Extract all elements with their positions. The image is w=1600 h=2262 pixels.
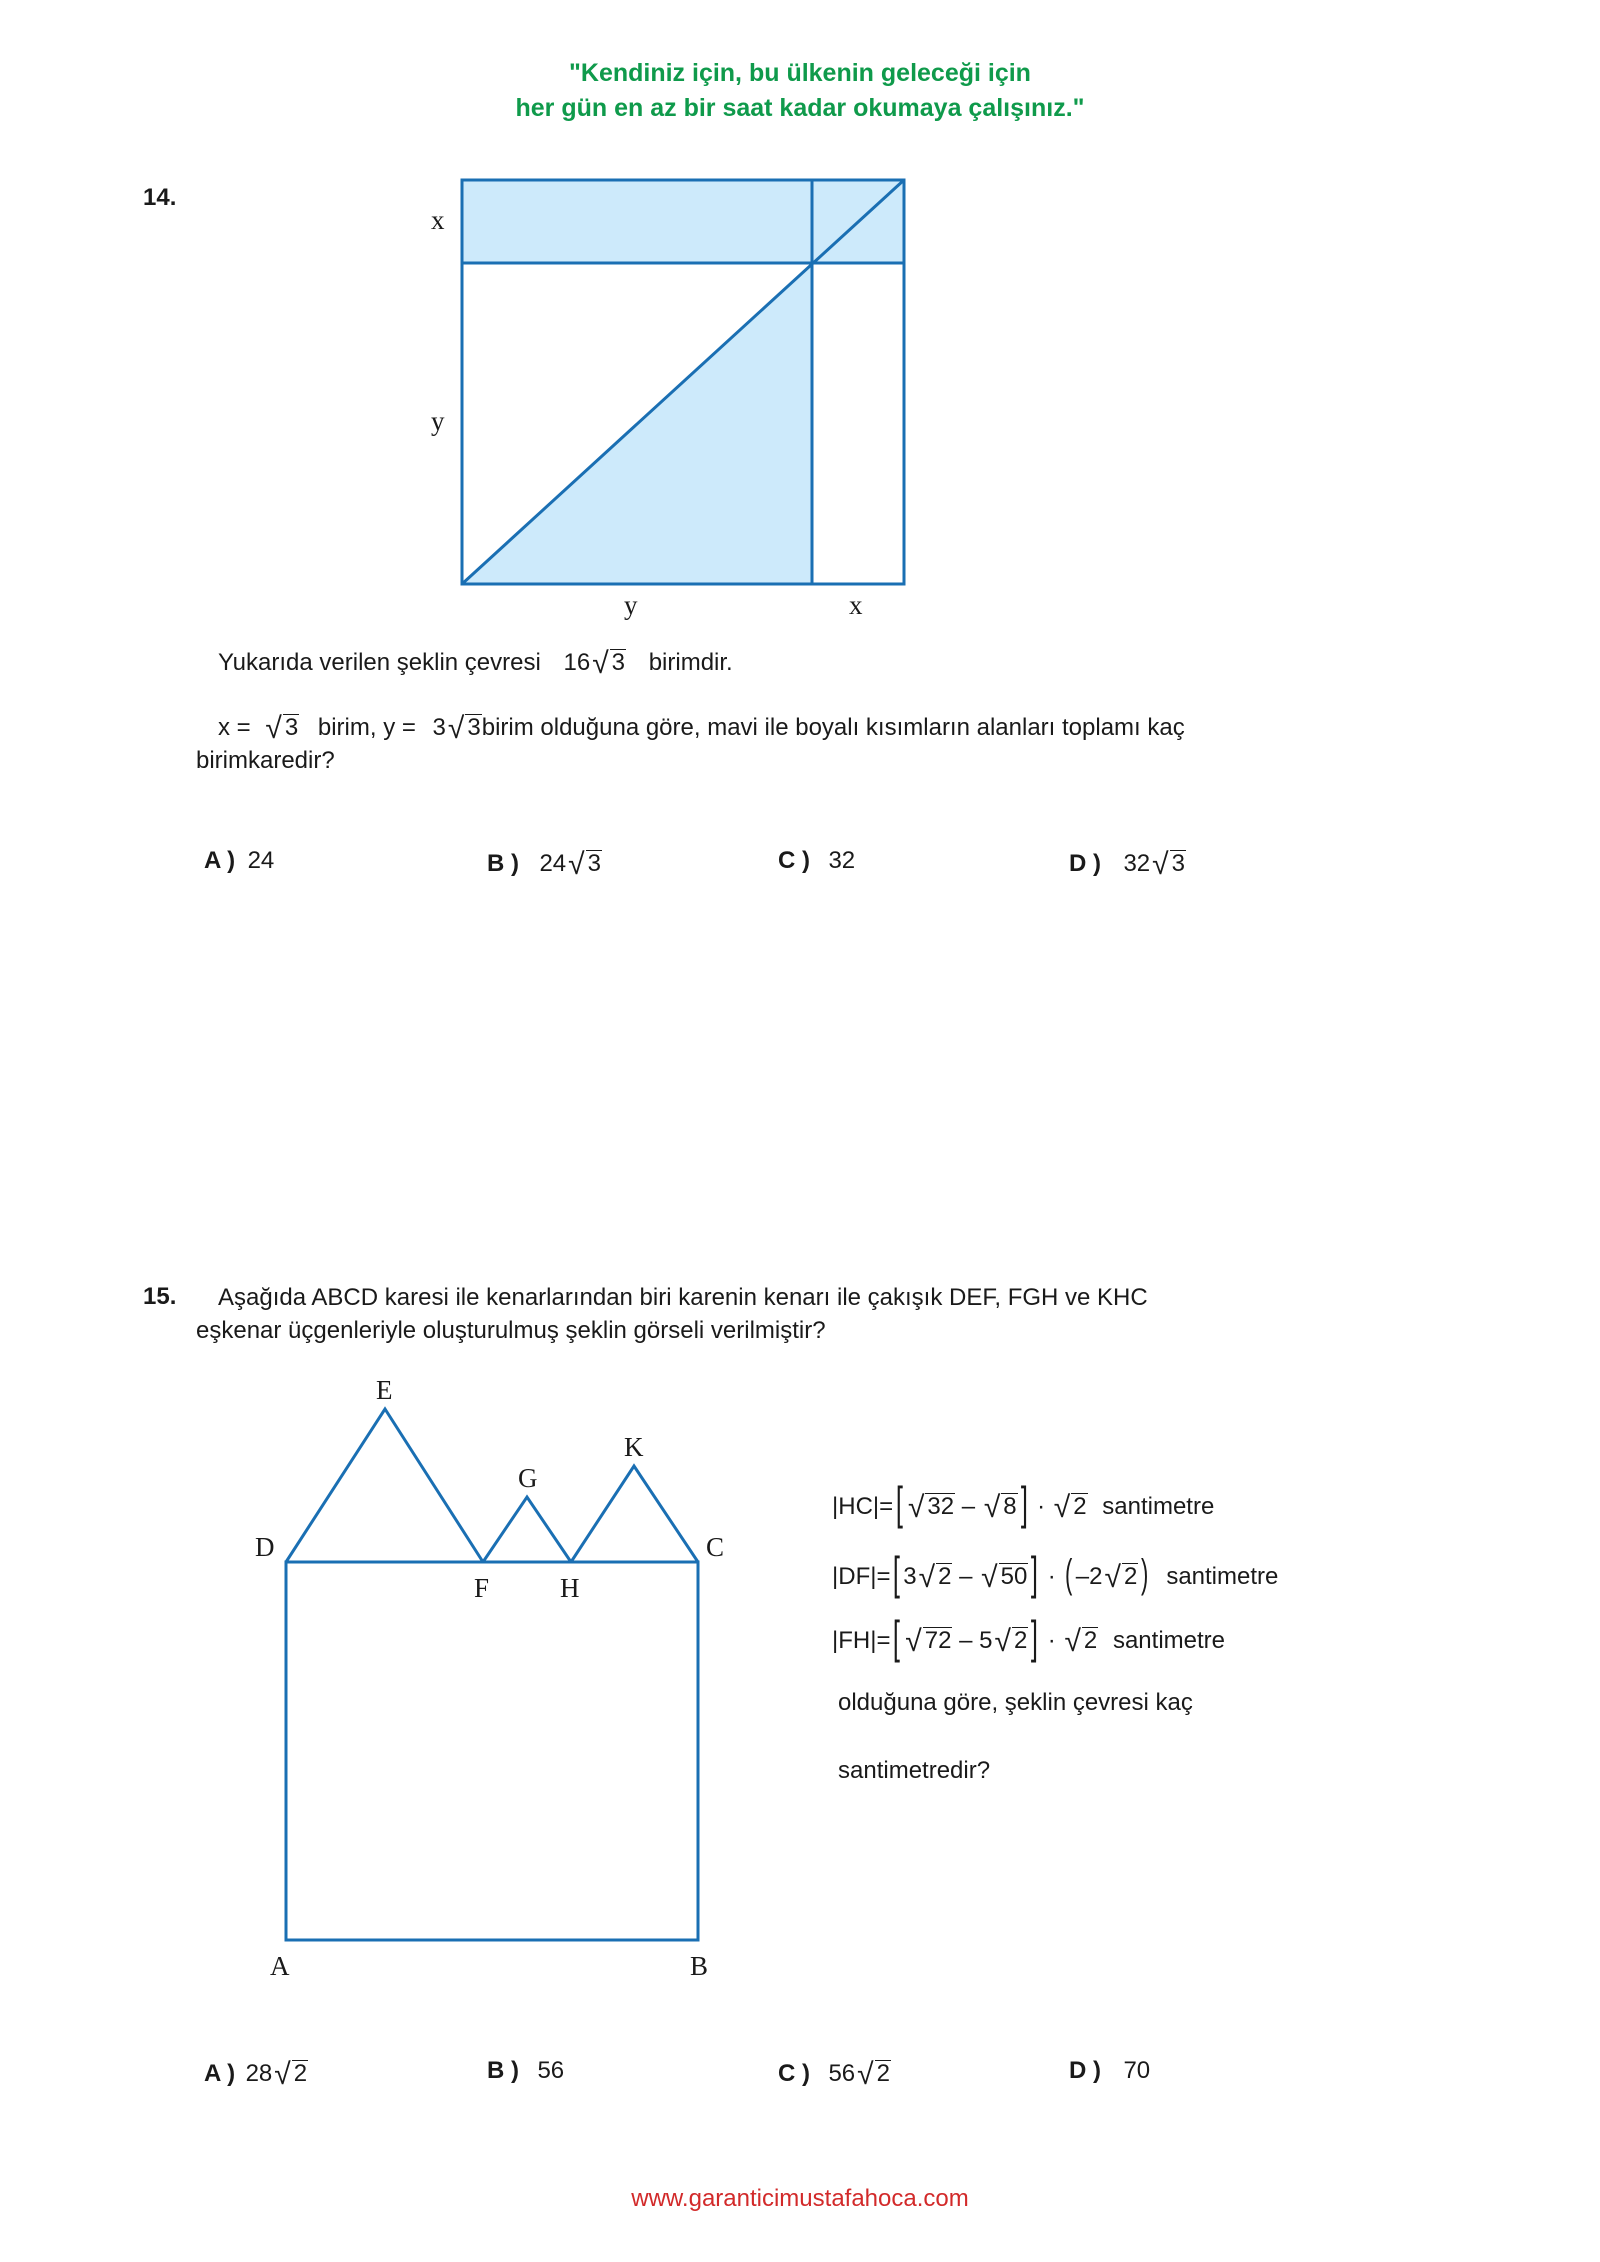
q15-df-label: |DF|= [832,1563,891,1590]
q15-label-g: G [518,1463,538,1493]
q15-option-c-coef: 56 [828,2060,856,2087]
q14-option-c-value: 32 [828,847,856,874]
q15-df-r1: 2 [938,1563,952,1590]
q15-df-minus: – [959,1563,973,1590]
q14-option-d-letter: D ) [1069,850,1101,877]
q15-fh-r2: 2 [1013,1627,1028,1654]
q15-square-abcd [286,1562,698,1940]
q14-label-x-left: x [431,205,445,235]
q15-question-line-2: santimetredir? [838,1757,991,1784]
q14-label-x-bottom: x [849,590,863,620]
q14-perimeter-radicand: 3 [611,649,626,676]
q15-option-c-radicand: 2 [876,2060,890,2087]
q14-perimeter-value: 16√ 3 [563,647,626,680]
q15-df-c3: –2 [1075,1563,1103,1590]
q14-option-b-radicand: 3 [587,850,601,877]
motto-line-2: her gün en az bir saat kadar okumaya çalışınız." [515,94,1085,122]
q14-x-pre: x = [218,714,251,741]
q15-df-c1: 3 [903,1563,917,1590]
q14-statement-line-1 [218,646,733,679]
footer-website-link[interactable]: www.garanticimustafahoca.com [631,2185,969,2212]
question-15-number: 15. [143,1283,177,1310]
q15-fh-minus: – [959,1627,973,1654]
q14-x-mid: birim, y = [317,714,416,741]
q14-label-y-left: y [431,406,445,436]
q15-label-k: K [624,1432,644,1462]
q15-option-d[interactable] [1069,2057,1150,2085]
q15-fh-r3: 2 [1083,1627,1098,1654]
q15-hc-unit: santimetre [1102,1493,1215,1520]
q14-option-d-coef: 32 [1123,850,1151,877]
q15-df-r2: 50 [1000,1563,1028,1590]
q15-df-formula: |DF|=[ 3√ 2 – √ 50] · ( –2√ 2) santimetre [832,1547,1279,1599]
q15-option-d-value: 70 [1123,2057,1151,2084]
q14-option-b-letter: B ) [487,850,519,877]
motto-line-1: "Kendiniz için, bu ülkenin geleceği için [569,59,1031,87]
q15-option-b-letter: B ) [487,2057,519,2084]
q15-option-c-letter: C ) [778,2060,810,2087]
q14-option-b-coef: 24 [539,850,567,877]
q15-label-a: A [270,1951,290,1981]
q14-option-a-value: 24 [247,847,275,874]
q14-option-b-value: 24√ 3 [539,848,601,881]
q15-fh-unit: santimetre [1112,1627,1225,1654]
q15-label-b: B [690,1951,709,1981]
q15-statement-line-2: eşkenar üçgenleriyle oluşturulmuş şeklin görseli verilmiştir? [196,1317,826,1344]
q15-hc-minus: – [961,1493,976,1520]
q14-option-c[interactable] [778,847,855,875]
q15-figure [240,1370,740,1990]
q14-x-value: √ 3 [265,712,299,745]
q15-label-d: D [255,1532,275,1562]
q14-statement-line-3: birimkaredir? [196,747,335,774]
q15-hc-r2: 8 [1003,1493,1017,1520]
q14-y-radicand: 3 [467,714,481,741]
q15-df-dot: · [1047,1563,1056,1590]
q15-statement-line-1: Aşağıda ABCD karesi ile kenarlarından biri karenin kenarı ile çakışık DEF, FGH ve KHC [218,1284,1148,1311]
q15-df-r3: 2 [1123,1563,1138,1590]
q14-figure [420,170,920,630]
q14-option-a-letter: A ) [204,847,236,874]
q15-triangle-fgh [483,1497,571,1562]
q14-option-d-value: 32√ 3 [1123,848,1185,881]
q15-hc-r1: 32 [927,1493,955,1520]
q15-option-a-letter: A ) [204,2060,236,2087]
q15-option-b-value: 56 [537,2057,565,2084]
q15-df-unit: santimetre [1166,1563,1279,1590]
motto [0,56,1600,126]
q15-fh-formula: |FH|=[ √ 72 – 5√ 2] · √ 2 santimetre [832,1611,1225,1663]
q14-option-b[interactable] [487,847,602,881]
q15-option-a-value: 28√ 2 [245,2058,308,2091]
q14-statement-line-2 [218,711,1185,744]
q14-option-c-letter: C ) [778,847,810,874]
q15-option-a-coef: 28 [245,2060,273,2087]
q15-option-b[interactable] [487,2057,564,2085]
q15-option-a-radicand: 2 [293,2060,308,2087]
q15-fh-label: |FH|= [832,1627,891,1654]
q15-hc-formula: |HC|=[ √ 32 – √ 8] · √ 2 santimetre [832,1477,1215,1529]
q15-label-f: F [474,1573,490,1603]
q14-option-d-radicand: 3 [1171,850,1185,877]
q15-triangle-def [286,1409,483,1562]
q15-label-e: E [376,1375,393,1405]
q15-option-d-letter: D ) [1069,2057,1101,2084]
q14-y-coef: 3 [432,714,446,741]
q15-fh-r1: 72 [924,1627,952,1654]
q14-perimeter-pre: Yukarıda verilen şeklin çevresi [218,649,541,676]
q14-y-value: 3√ 3 [432,712,481,745]
q15-hc-label: |HC|= [832,1493,894,1520]
q15-question-line-1: olduğuna göre, şeklin çevresi kaç [838,1689,1193,1716]
q15-hc-r3: 2 [1073,1493,1087,1520]
q15-option-a[interactable] [204,2057,308,2091]
q14-perimeter-post: birimdir. [648,649,733,676]
question-14-number: 14. [143,184,177,211]
q14-perimeter-coef: 16 [563,649,591,676]
q15-label-c: C [706,1532,725,1562]
q14-y-post: birim olduğuna göre, mavi ile boyalı kısımların alanları toplamı kaç [481,714,1185,741]
q14-top-strip-fill [462,180,904,263]
q15-fh-dot: · [1047,1627,1056,1654]
q14-label-y-bottom: y [624,590,638,620]
q15-triangle-khc [571,1466,698,1562]
q14-option-a[interactable] [204,847,274,875]
q15-option-c-value: 56√ 2 [828,2058,890,2091]
q15-hc-dot: · [1037,1493,1046,1520]
q14-x-radicand: 3 [284,714,299,741]
q15-option-c[interactable] [778,2057,891,2091]
q15-fh-c2: 5 [979,1627,993,1654]
q14-option-d[interactable] [1069,847,1186,881]
q15-label-h: H [560,1573,580,1603]
